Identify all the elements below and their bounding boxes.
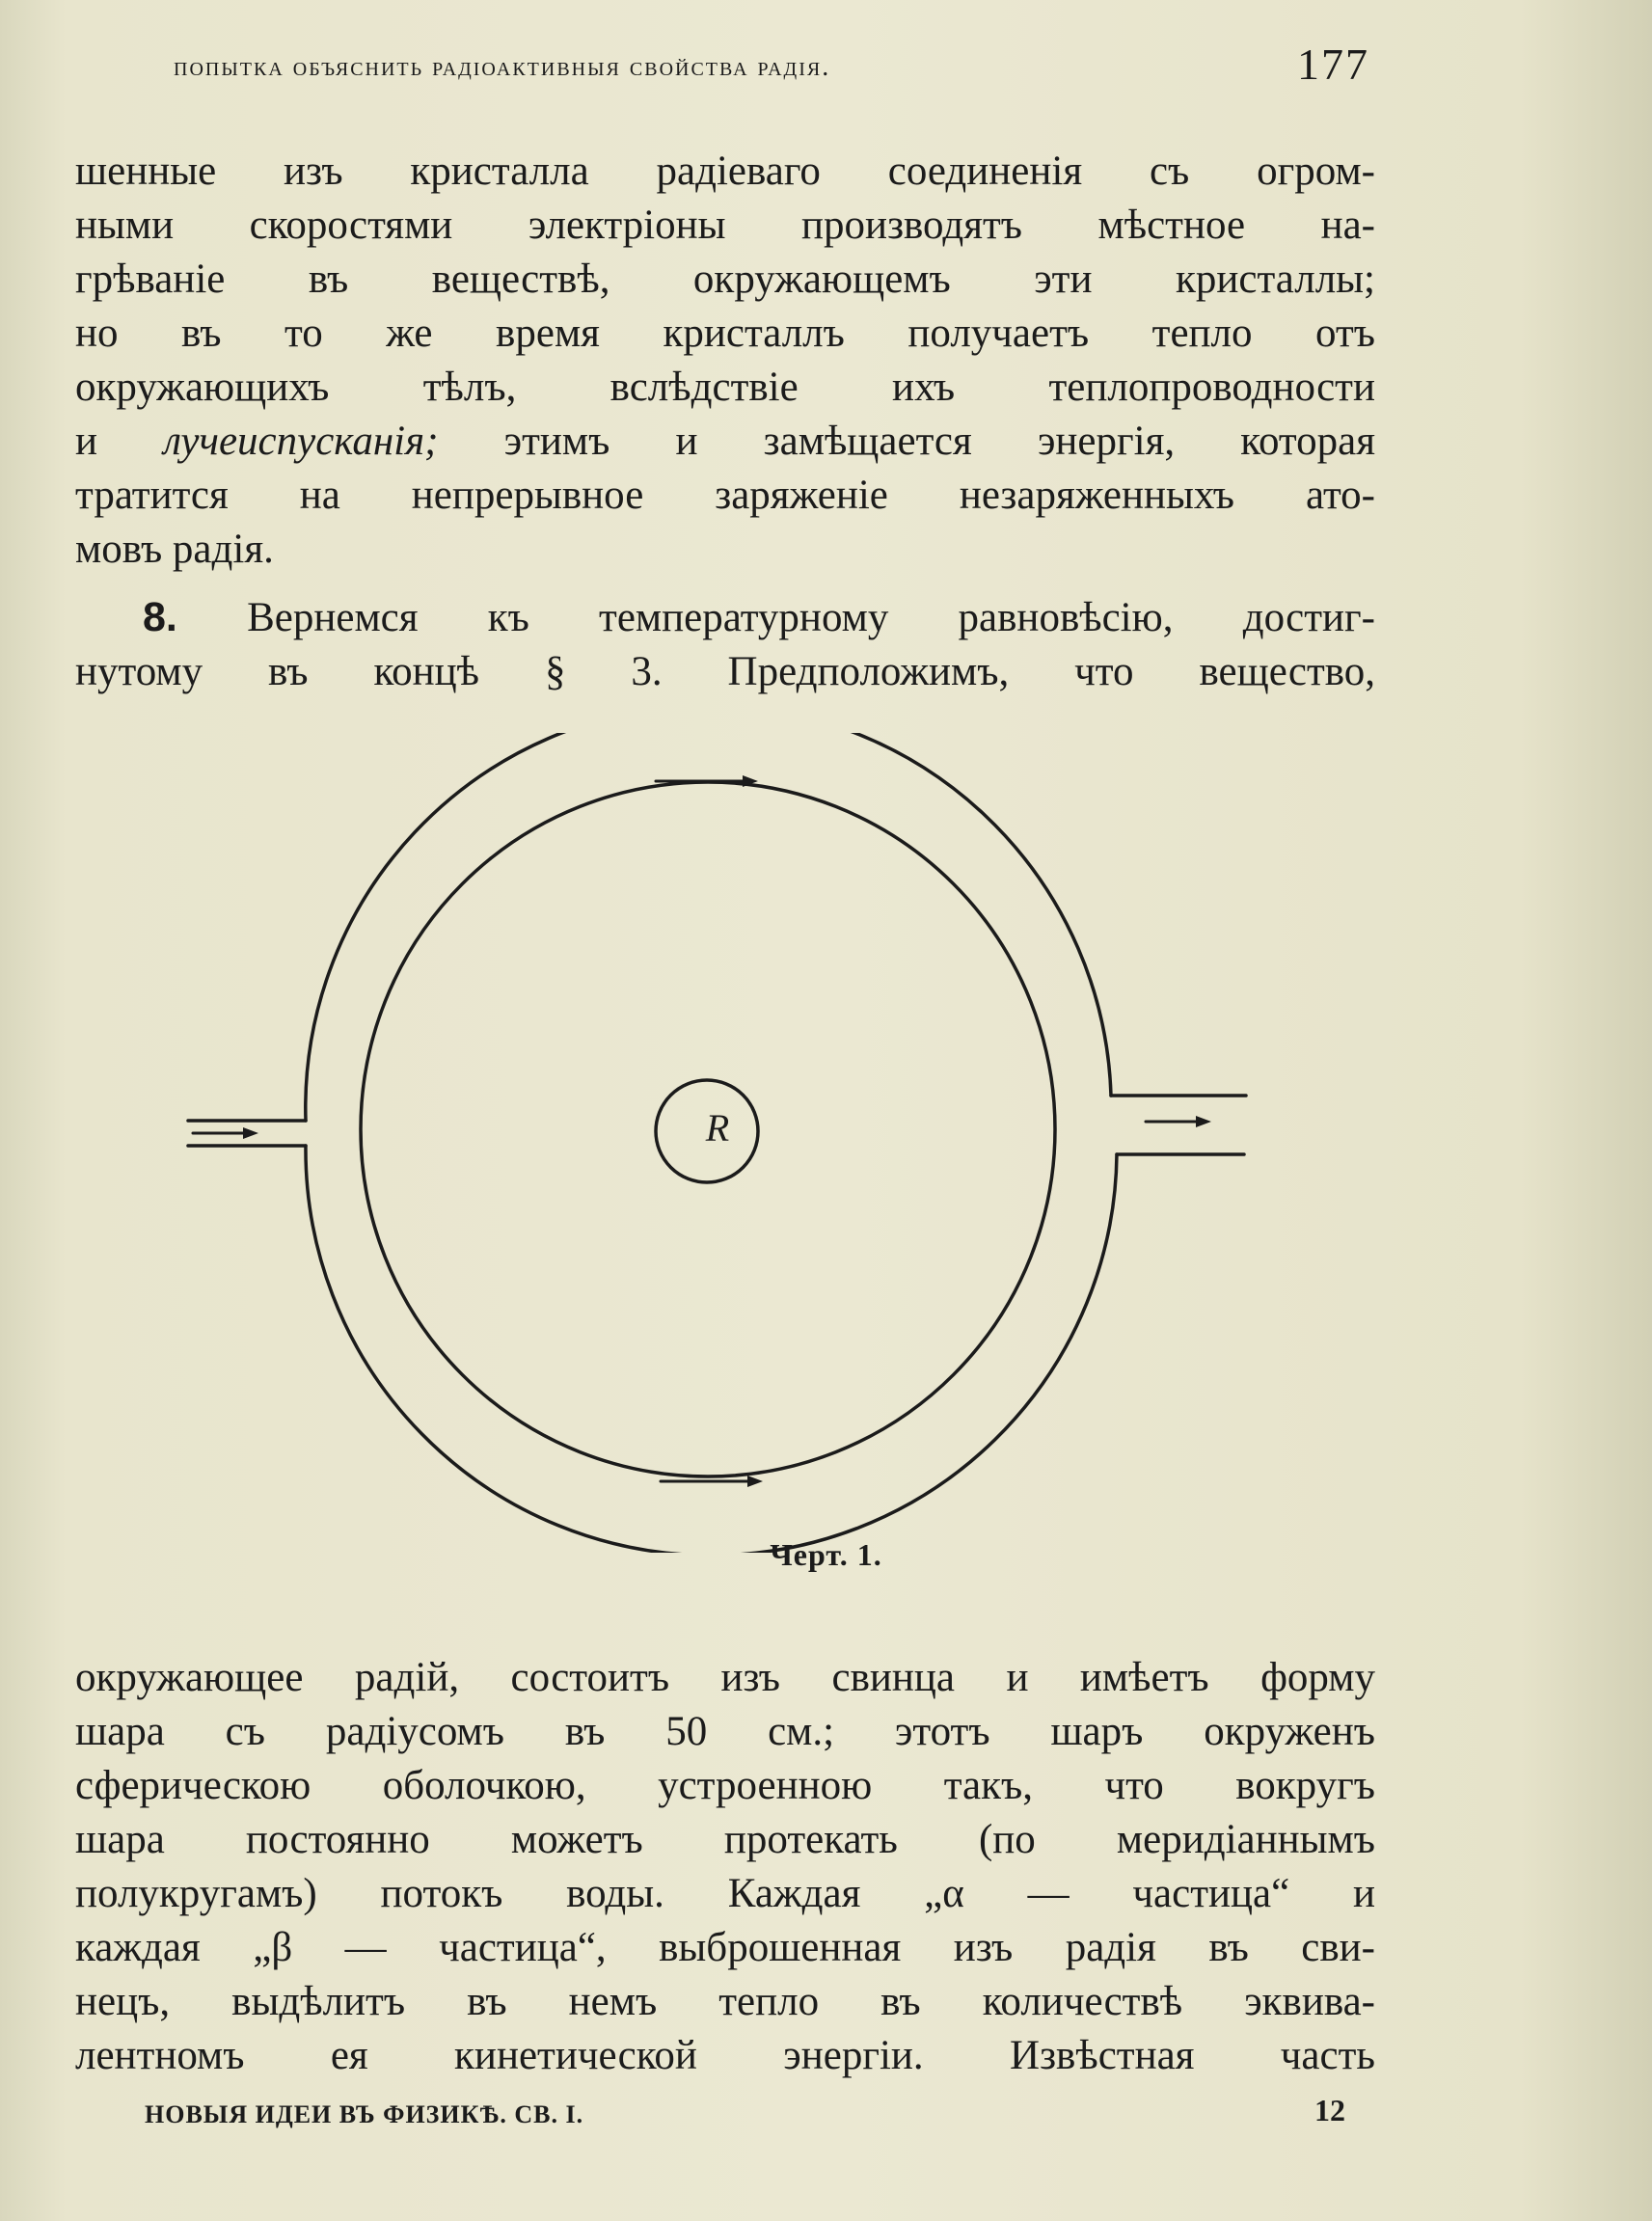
outer-shell-lower bbox=[306, 1146, 1117, 1553]
text-line: но въ то же время кристаллъ получаетъ тепло отъ bbox=[75, 311, 1375, 356]
text-line: грѣваніе въ веществѣ, окружающемъ эти кристаллы; bbox=[75, 257, 1375, 302]
text-line: шенные изъ кристалла радіеваго соединенія съ огром- bbox=[75, 149, 1375, 194]
text-line: лентномъ ея кинетической энергіи. Извѣстная часть bbox=[75, 2033, 1375, 2078]
figure-sphere-diagram bbox=[174, 733, 1292, 1553]
text-line: окружающихъ тѣлъ, вслѣдствіе ихъ теплопроводности bbox=[75, 365, 1375, 410]
text-line: нутому въ концѣ § 3. Предположимъ, что вещество, bbox=[75, 649, 1375, 694]
text-fragment: Вернемся къ температурному равновѣсію, достиг- bbox=[247, 595, 1375, 640]
text-line: шара съ радіусомъ въ 50 см.; этотъ шаръ окруженъ bbox=[75, 1709, 1375, 1754]
text-line: каждая „β — частица“, выброшенная изъ радія въ сви- bbox=[75, 1925, 1375, 1970]
page-footer bbox=[145, 2093, 1345, 2151]
inlet-flow-arrow bbox=[193, 1127, 258, 1139]
text-line: сферическою оболочкою, устроенною такъ, что вокругъ bbox=[75, 1763, 1375, 1808]
text-line: полукругамъ) потокъ воды. Каждая „α — частица“ и bbox=[75, 1871, 1375, 1916]
section-number: 8. bbox=[143, 594, 177, 640]
text-line bbox=[75, 415, 1375, 469]
italic-term: лучеиспусканія; bbox=[163, 419, 439, 464]
text-line: тратится на непрерывное заряженіе незаряженныхъ ато- bbox=[75, 473, 1375, 518]
paragraph-3 bbox=[75, 1651, 1375, 2083]
text-line: ными скоростями электріоны производятъ мѣстное на- bbox=[75, 203, 1375, 248]
radium-label: R bbox=[705, 1106, 730, 1150]
page-number: 177 bbox=[1297, 40, 1369, 89]
text-line: нецъ, выдѣлитъ въ немъ тепло въ количествѣ эквива- bbox=[75, 1979, 1375, 2024]
running-title: попытка объяснить радіоактивныя свойства радія. bbox=[174, 52, 831, 82]
text-line: мовъ радія. bbox=[75, 527, 274, 572]
paragraph-2 bbox=[75, 590, 1375, 699]
text-line: окружающее радій, состоитъ изъ свинца и имѣетъ форму bbox=[75, 1655, 1375, 1700]
text-line: шара постоянно можетъ протекать (по меридіаннымъ bbox=[75, 1817, 1375, 1862]
text-fragment: этимъ и замѣщается энергія, которая bbox=[503, 419, 1376, 464]
figure-caption: Черт. 1. bbox=[770, 1537, 882, 1572]
signature-mark: 12 bbox=[1314, 2093, 1345, 2127]
footer-book-title: НОВЫЯ ИДЕИ ВЪ ФИЗИКѢ. СВ. I. bbox=[145, 2100, 584, 2128]
outlet-flow-arrow bbox=[1146, 1116, 1211, 1127]
page-header bbox=[174, 39, 1369, 96]
text-fragment: и bbox=[75, 419, 98, 464]
text-line bbox=[75, 590, 1375, 645]
paragraph-1 bbox=[75, 145, 1375, 577]
